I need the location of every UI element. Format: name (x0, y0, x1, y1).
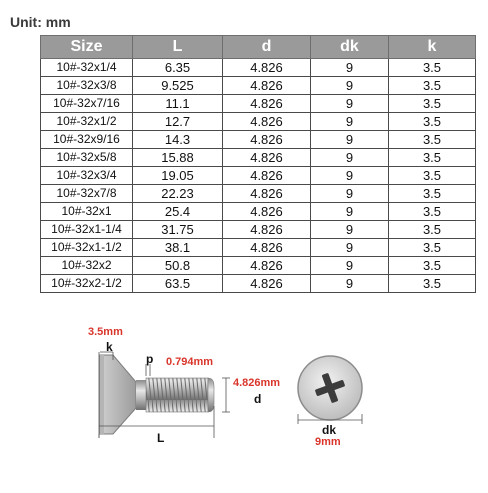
cell-diameter: 4.826 (223, 167, 311, 185)
table-row (41, 77, 476, 95)
table-row (41, 149, 476, 167)
d-value: 4.826mm (233, 377, 281, 389)
cell-head-height: 3.5 (389, 167, 476, 185)
header-size: Size (41, 36, 133, 59)
cell-size: 10#-32x1-1/4 (41, 221, 133, 239)
screw-thread (146, 378, 208, 412)
cell-diameter: 4.826 (223, 185, 311, 203)
cell-length: 50.8 (133, 257, 223, 275)
cell-head-height: 3.5 (389, 95, 476, 113)
cell-head-diameter: 9 (311, 131, 389, 149)
p-value: 0.794mm (166, 356, 214, 368)
spec-table (40, 35, 476, 293)
cell-head-diameter: 9 (311, 239, 389, 257)
cell-size: 10#-32x3/8 (41, 77, 133, 95)
cell-head-height: 3.5 (389, 275, 476, 293)
cell-head-diameter: 9 (311, 149, 389, 167)
header-head-height: k (389, 36, 476, 59)
table-row (41, 59, 476, 77)
cell-size: 10#-32x2-1/2 (41, 275, 133, 293)
header-diameter: d (223, 36, 311, 59)
header-head-diameter: dk (311, 36, 389, 59)
cell-length: 14.3 (133, 131, 223, 149)
cell-size: 10#-32x3/4 (41, 167, 133, 185)
table-row (41, 95, 476, 113)
table-row (41, 275, 476, 293)
cell-head-diameter: 9 (311, 203, 389, 221)
table-row (41, 239, 476, 257)
table-row (41, 113, 476, 131)
screw-drawing (0, 310, 488, 488)
cell-head-height: 3.5 (389, 185, 476, 203)
d-label: d (254, 392, 262, 406)
cell-head-height: 3.5 (389, 77, 476, 95)
dk-value: 9mm (315, 436, 341, 448)
cell-head-height: 3.5 (389, 59, 476, 77)
table-header-row (41, 36, 476, 59)
cell-head-height: 3.5 (389, 131, 476, 149)
k-value: 3.5mm (88, 326, 123, 338)
table-row (41, 203, 476, 221)
cell-diameter: 4.826 (223, 131, 311, 149)
cell-size: 10#-32x9/16 (41, 131, 133, 149)
p-label: p (146, 352, 154, 366)
cell-length: 25.4 (133, 203, 223, 221)
table-row (41, 257, 476, 275)
cell-length: 19.05 (133, 167, 223, 185)
cell-diameter: 4.826 (223, 59, 311, 77)
cell-size: 10#-32x1/2 (41, 113, 133, 131)
cell-size: 10#-32x1-1/2 (41, 239, 133, 257)
header-length: L (133, 36, 223, 59)
cell-diameter: 4.826 (223, 77, 311, 95)
dk-label: dk (322, 423, 337, 437)
cell-length: 11.1 (133, 95, 223, 113)
screw-diagram (0, 310, 488, 488)
cell-diameter: 4.826 (223, 239, 311, 257)
cell-head-diameter: 9 (311, 275, 389, 293)
table-row (41, 167, 476, 185)
screw-shank (136, 380, 146, 410)
cell-diameter: 4.826 (223, 275, 311, 293)
cell-head-height: 3.5 (389, 239, 476, 257)
cell-head-diameter: 9 (311, 95, 389, 113)
cell-size: 10#-32x1 (41, 203, 133, 221)
l-label: L (157, 431, 165, 445)
table-body (41, 59, 476, 293)
cell-size: 10#-32x7/16 (41, 95, 133, 113)
cell-head-diameter: 9 (311, 167, 389, 185)
cell-size: 10#-32x1/4 (41, 59, 133, 77)
cell-length: 9.525 (133, 77, 223, 95)
cell-head-diameter: 9 (311, 185, 389, 203)
cell-head-diameter: 9 (311, 77, 389, 95)
cell-head-height: 3.5 (389, 221, 476, 239)
cell-length: 12.7 (133, 113, 223, 131)
cell-length: 38.1 (133, 239, 223, 257)
cell-head-diameter: 9 (311, 59, 389, 77)
cell-head-diameter: 9 (311, 221, 389, 239)
table-row (41, 221, 476, 239)
cell-head-height: 3.5 (389, 149, 476, 167)
cell-diameter: 4.826 (223, 95, 311, 113)
cell-size: 10#-32x7/8 (41, 185, 133, 203)
cell-size: 10#-32x5/8 (41, 149, 133, 167)
cell-length: 15.88 (133, 149, 223, 167)
table-row (41, 185, 476, 203)
cell-head-diameter: 9 (311, 113, 389, 131)
cell-diameter: 4.826 (223, 113, 311, 131)
cell-head-height: 3.5 (389, 203, 476, 221)
cell-diameter: 4.826 (223, 221, 311, 239)
cell-diameter: 4.826 (223, 149, 311, 167)
k-label: k (106, 340, 113, 354)
cell-length: 31.75 (133, 221, 223, 239)
cell-head-height: 3.5 (389, 113, 476, 131)
screw-head (100, 355, 136, 434)
cell-head-height: 3.5 (389, 257, 476, 275)
cell-head-diameter: 9 (311, 257, 389, 275)
cell-diameter: 4.826 (223, 203, 311, 221)
cell-length: 6.35 (133, 59, 223, 77)
table-row (41, 131, 476, 149)
cell-size: 10#-32x2 (41, 257, 133, 275)
cell-diameter: 4.826 (223, 257, 311, 275)
cell-length: 63.5 (133, 275, 223, 293)
unit-label: Unit: mm (10, 14, 71, 30)
cell-length: 22.23 (133, 185, 223, 203)
